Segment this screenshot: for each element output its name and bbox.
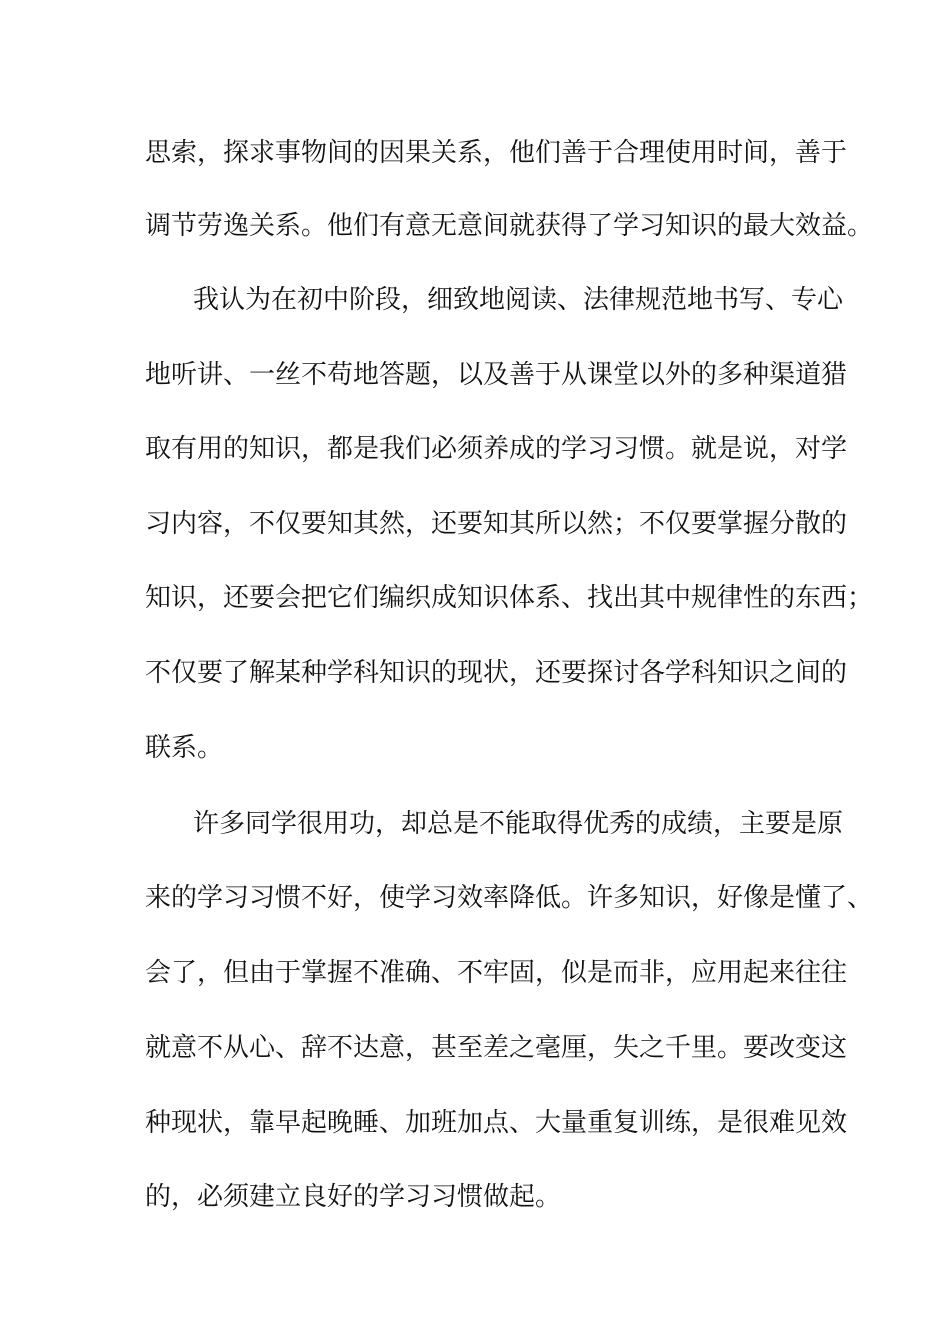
- paragraph-2-line-3: 取有用的知识，都是我们必须养成的学习习惯。就是说，对学: [145, 434, 848, 464]
- paragraph-2-line-5: 知识，还要会把它们编织成知识体系、找出其中规律性的东西；: [145, 583, 874, 613]
- paragraph-3-line-4: 就意不从心、辞不达意，甚至差之毫厘，失之千里。要改变这: [145, 1033, 848, 1063]
- paragraph-2-line-7: 联系。: [145, 733, 224, 763]
- paragraph-3-line-3: 会了，但由于掌握不准确、不牢固，似是而非，应用起来往往: [145, 958, 848, 988]
- paragraph-2-line-1: 我认为在初中阶段，细致地阅读、法律规范地书写、专心: [193, 285, 844, 315]
- paragraph-3-line-2: 来的学习习惯不好，使学习效率降低。许多知识，好像是懂了、: [145, 883, 874, 913]
- text-line-2: 调节劳逸关系。他们有意无意间就获得了学习知识的最大效益。: [145, 211, 874, 241]
- text-line-1: 思索，探求事物间的因果关系，他们善于合理使用时间，善于: [145, 138, 848, 168]
- paragraph-2-line-2: 地听讲、一丝不苟地答题，以及善于从课堂以外的多种渠道猎: [145, 360, 848, 390]
- paragraph-2-line-4: 习内容，不仅要知其然，还要知其所以然；不仅要掌握分散的: [145, 509, 848, 539]
- paragraph-3-line-1: 许多同学很用功，却总是不能取得优秀的成绩，主要是原: [193, 809, 844, 839]
- paragraph-3-line-6: 的，必须建立良好的学习习惯做起。: [145, 1182, 562, 1212]
- paragraph-2-line-6: 不仅要了解某种学科知识的现状，还要探讨各学科知识之间的: [145, 658, 848, 688]
- paragraph-3-line-5: 种现状，靠早起晚睡、加班加点、大量重复训练，是很难见效: [145, 1108, 848, 1138]
